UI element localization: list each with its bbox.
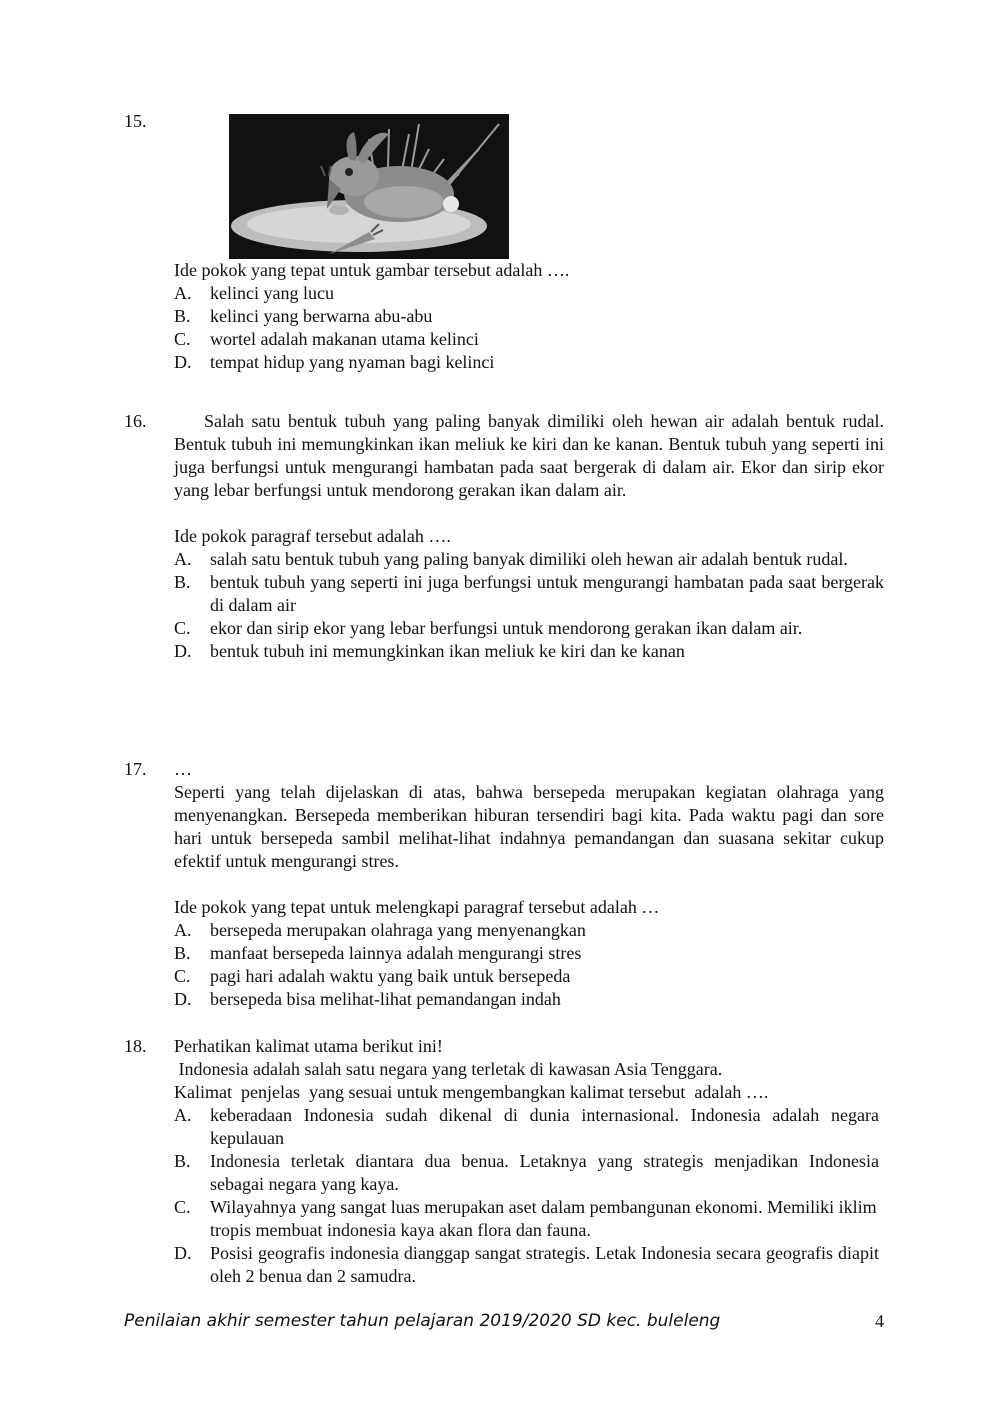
option-text: kelinci yang lucu [210,283,334,303]
option-d[interactable] [174,640,884,663]
question-paragraph: Seperti yang telah dijelaskan di atas, bahwa bersepeda merupakan kegiatan olahraga yang menyenangkan. Bersepeda memberikan hiburan tersendiri bagi kita. Pada waktu pagi dan sore hari untuk bersepeda sambil melihat-lihat indahnya pemandangan dan suasana sekitar cukup efektif untuk mengurangi stres. [174,782,884,871]
option-letter: A. [174,283,192,303]
option-c[interactable] [174,1196,879,1242]
option-text: wortel adalah makanan utama kelinci [210,329,479,349]
option-a[interactable] [174,919,884,942]
option-d[interactable] [174,351,884,374]
option-text: bentuk tubuh yang seperti ini juga berfungsi untuk mengurangi hambatan pada saat bergerak di dalam air [210,572,884,615]
question-16 [124,410,884,663]
option-text: pagi hari adalah waktu yang baik untuk bersepeda [210,966,571,986]
option-letter: B. [174,572,191,592]
option-letter: B. [174,306,191,326]
question-stem: Kalimat penjelas yang sesuai untuk mengembangkan kalimat tersebut adalah …. [174,1082,769,1102]
main-sentence: Indonesia adalah salah satu negara yang terletak di kawasan Asia Tenggara. [174,1059,723,1079]
option-letter: A. [174,549,192,569]
footer-text: Penilaian akhir semester tahun pelajaran 2019/2020 SD kec. buleleng [124,1311,721,1331]
option-text: Wilayahnya yang sangat luas merupakan aset dalam pembangunan ekonomi. Memiliki iklim tropis membuat indonesia kaya akan flora dan fauna. [210,1197,877,1240]
paragraph-blank: … [174,759,192,779]
question-17 [124,758,884,1011]
option-letter: D. [174,989,192,1009]
option-letter: B. [174,943,191,963]
rabbit-illustration [229,114,509,259]
question-intro: Perhatikan kalimat utama berikut ini! [174,1036,443,1056]
question-18 [124,1035,879,1288]
option-b[interactable] [174,305,884,328]
option-text: ekor dan sirip ekor yang lebar berfungsi untuk mendorong gerakan ikan dalam air. [210,618,803,638]
question-number: 18. [124,1036,147,1056]
question-stem: Ide pokok yang tepat untuk melengkapi paragraf tersebut adalah … [174,897,660,917]
option-c[interactable] [174,965,884,988]
option-b[interactable] [174,1150,879,1196]
option-text: tempat hidup yang nyaman bagi kelinci [210,352,495,372]
question-number: 17. [124,759,147,779]
option-b[interactable] [174,942,884,965]
option-text: salah satu bentuk tubuh yang paling banyak dimiliki oleh hewan air adalah bentuk rudal. [210,549,848,569]
question-paragraph: Salah satu bentuk tubuh yang paling banyak dimiliki oleh hewan air adalah bentuk rudal. Bentuk tubuh ini memungkinkan ikan meliuk ke kiri dan ke kanan. Bentuk tubuh yang seperti ini juga berfungsi untuk mengurangi hambatan pada saat bergerak di dalam air. Ekor dan sirip ekor yang lebar berfungsi untuk mendorong gerakan ikan dalam air. [174,411,884,500]
option-letter: D. [174,352,192,372]
option-letter: C. [174,618,191,638]
question-stem: Ide pokok paragraf tersebut adalah …. [174,526,451,546]
option-c[interactable] [174,617,884,640]
option-letter: C. [174,1197,191,1217]
option-text: kelinci yang berwarna abu-abu [210,306,433,326]
question-number: 15. [124,111,147,131]
page-footer [124,1310,884,1338]
page-number: 4 [875,1311,884,1331]
option-b[interactable] [174,571,884,617]
option-letter: B. [174,1151,191,1171]
option-letter: C. [174,329,191,349]
option-text: bersepeda bisa melihat-lihat pemandangan indah [210,989,561,1009]
question-stem: Ide pokok yang tepat untuk gambar tersebut adalah …. [174,260,570,280]
option-a[interactable] [174,548,884,571]
option-letter: A. [174,1105,192,1125]
option-a[interactable] [174,282,884,305]
question-15 [124,110,884,374]
option-letter: D. [174,1243,192,1263]
option-c[interactable] [174,328,884,351]
option-letter: D. [174,641,192,661]
option-text: bersepeda merupakan olahraga yang menyenangkan [210,920,586,940]
option-d[interactable] [174,988,884,1011]
option-a[interactable] [174,1104,879,1150]
option-text: Indonesia terletak diantara dua benua. Letaknya yang strategis menjadikan Indonesia sebagai negara yang kaya. [210,1151,879,1194]
option-text: bentuk tubuh ini memungkinkan ikan meliuk ke kiri dan ke kanan [210,641,685,661]
question-number: 16. [124,411,147,431]
option-text: Posisi geografis indonesia dianggap sangat strategis. Letak Indonesia secara geografis diapit oleh 2 benua dan 2 samudra. [210,1243,879,1286]
option-letter: C. [174,966,191,986]
option-text: manfaat bersepeda lainnya adalah mengurangi stres [210,943,582,963]
option-text: keberadaan Indonesia sudah dikenal di dunia internasional. Indonesia adalah negara kepulauan [210,1105,879,1148]
option-d[interactable] [174,1242,879,1288]
option-letter: A. [174,920,192,940]
